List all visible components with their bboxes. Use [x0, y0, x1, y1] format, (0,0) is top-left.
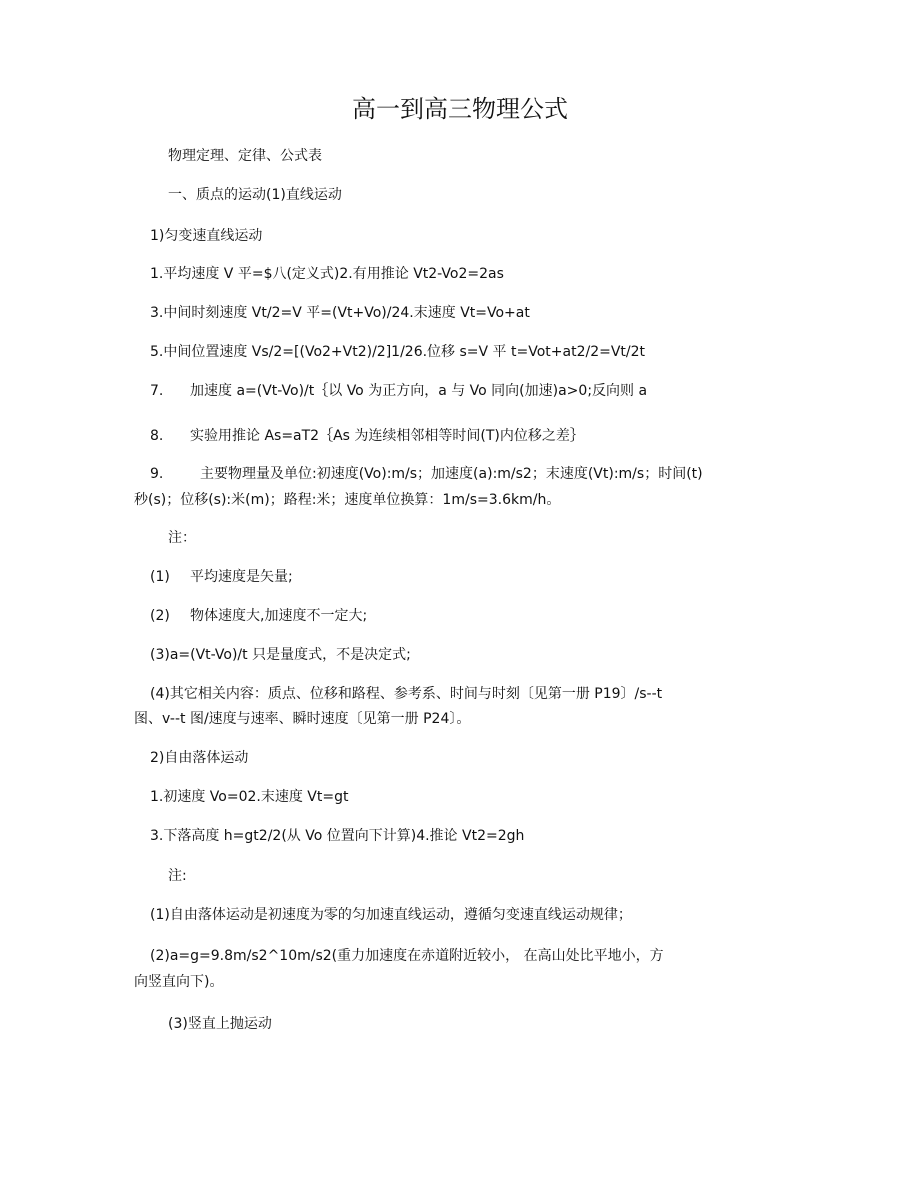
formula-line [150, 426, 584, 446]
note-item: (3)a=(Vt-Vo)/t 只是量度式，不是决定式; [150, 647, 411, 663]
note-item: (4)其它相关内容：质点、位移和路程、参考系、时间与时刻〔见第一册 P19〕/s--t [150, 686, 663, 702]
formula-line [150, 381, 647, 401]
item-text: 实验用推论 As=aT2｛As 为连续相邻相等时间(T)内位移之差｝ [190, 428, 584, 444]
item-number: (1) [150, 569, 170, 585]
item-text: 物体速度大,加速度不一定大; [190, 608, 368, 624]
item-number: 9. [150, 466, 164, 482]
formula-line: 1.平均速度 V 平=$八(定义式)2.有用推论 Vt2-Vo2=2as [150, 266, 504, 282]
note-item-continued: 图、v--t 图/速度与速率、瞬时速度〔见第一册 P24〕。 [134, 711, 471, 727]
note-heading: 注: [168, 868, 187, 884]
chapter-heading: 一、质点的运动(1)直线运动 [168, 187, 342, 203]
section-heading: 物理定理、定律、公式表 [168, 148, 322, 164]
note-item [150, 606, 367, 626]
item-text: 主要物理量及单位:初速度(Vo):m/s；加速度(a):m/s2；末速度(Vt):m/s；时间(t) [200, 466, 703, 482]
item-number: (2) [150, 608, 170, 624]
subsection-heading: (3)竖直上抛运动 [168, 1016, 272, 1032]
note-heading: 注： [168, 530, 196, 546]
item-number: 7. [150, 383, 164, 399]
item-number: 8. [150, 428, 164, 444]
note-item [150, 567, 293, 587]
note-item-continued: 向竖直向下)。 [134, 974, 224, 990]
subsection-heading: 1)匀变速直线运动 [150, 228, 263, 244]
note-item: (1)自由落体运动是初速度为零的匀加速直线运动，遵循匀变速直线运动规律； [150, 907, 632, 923]
formula-line [150, 464, 703, 484]
page-title: 高一到高三物理公式 [352, 95, 568, 123]
item-text: 加速度 a=(Vt-Vo)/t｛以 Vo 为正方向，a 与 Vo 同向(加速)a>0;反向则 a [190, 383, 648, 399]
note-item: (2)a=g=9.8m/s2^10m/s2(重力加速度在赤道附近较小， 在高山处比平地小，方 [150, 948, 664, 964]
formula-line-continued: 秒(s)；位移(s):米(m)；路程:米；速度单位换算：1m/s=3.6km/h。 [134, 492, 561, 508]
item-text: 平均速度是矢量; [190, 569, 293, 585]
formula-line: 5.中间位置速度 Vs/2=[(Vo2+Vt2)/2]1/26.位移 s=V 平 t=Vot+at2/2=Vt/2t [150, 344, 646, 360]
formula-line: 1.初速度 Vo=02.末速度 Vt=gt [150, 789, 349, 805]
formula-line: 3.中间时刻速度 Vt/2=V 平=(Vt+Vo)/24.末速度 Vt=Vo+at [150, 305, 530, 321]
formula-line: 3.下落高度 h=gt2/2(从 Vo 位置向下计算)4.推论 Vt2=2gh [150, 828, 525, 844]
subsection-heading: 2)自由落体运动 [150, 750, 249, 766]
